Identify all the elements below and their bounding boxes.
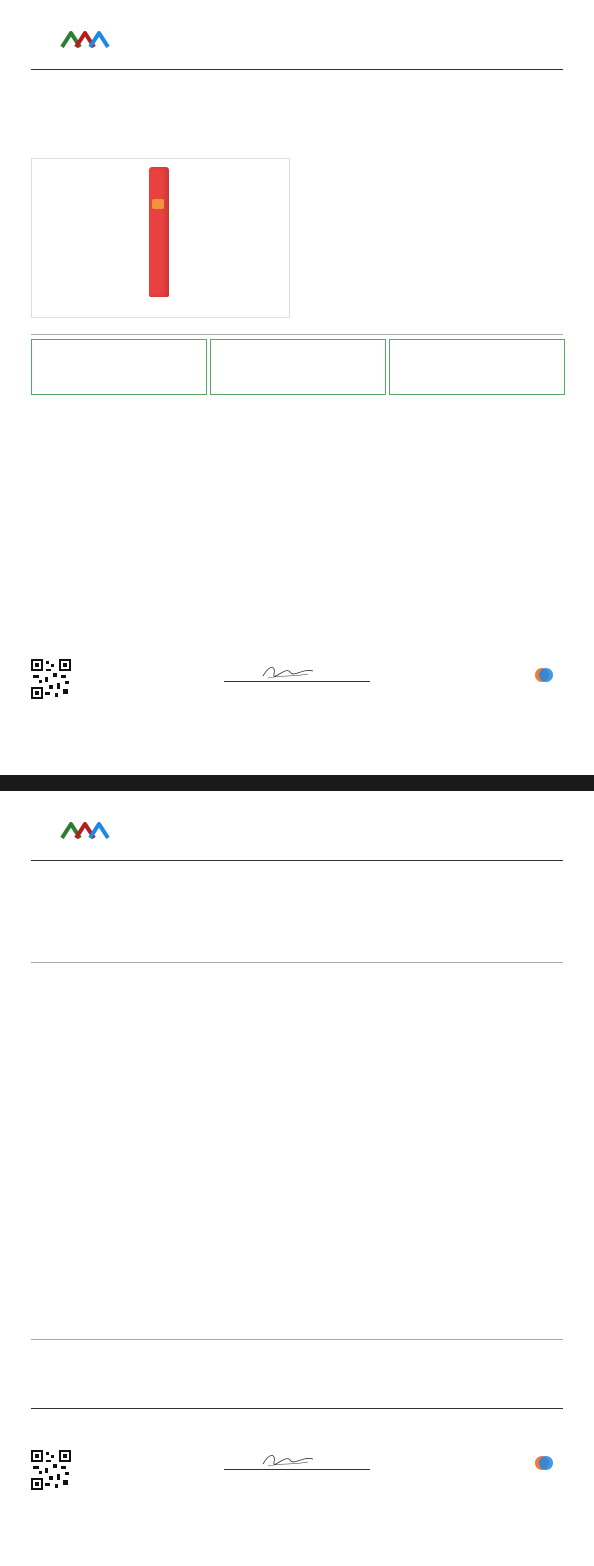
page-separator: [0, 775, 594, 791]
coa-page-1: [0, 0, 594, 775]
signature-image: [258, 662, 318, 682]
col-analyte: [31, 402, 181, 410]
terp-col-lod: [246, 967, 297, 975]
total-active-thc-box: [31, 339, 207, 395]
product-photo: [31, 158, 290, 318]
terp-col-result-mg: [404, 967, 456, 975]
unit-pct: [302, 410, 354, 418]
signature-image-p2: [258, 1450, 318, 1470]
terp-col-result-pct: [351, 967, 404, 975]
terp-unit-loq: [297, 975, 351, 983]
total-active-cannabinoids-box: [389, 339, 565, 395]
terp-unit-pct: [351, 975, 404, 983]
terp-col-loq: [297, 967, 351, 975]
lab-logo: [32, 28, 132, 64]
total-active-cbd-box: [210, 339, 386, 395]
confident-logo-p2: [524, 1454, 564, 1475]
col-result-mg: [354, 402, 407, 410]
terp-col-analyte: [31, 967, 171, 975]
unit-lod: [181, 410, 248, 418]
col-loq: [248, 402, 302, 410]
col-result-pct: [302, 402, 354, 410]
terp-col-qualifiers: [456, 967, 564, 975]
unit-mg: [354, 410, 407, 418]
qr-code[interactable]: [31, 659, 71, 699]
cannabinoids-table: [31, 402, 564, 418]
terp-col-cas: [171, 967, 246, 975]
confident-logo: [524, 666, 564, 687]
coa-page-2: [0, 791, 594, 1566]
unit-loq: [248, 410, 302, 418]
col-qualifiers: [407, 402, 564, 410]
terp-unit-lod: [246, 975, 297, 983]
terpenes-table: [31, 967, 564, 983]
col-lod: [181, 402, 248, 410]
lab-logo-p2: [32, 819, 132, 855]
terp-unit-mg: [404, 975, 456, 983]
qr-code-p2[interactable]: [31, 1450, 71, 1490]
